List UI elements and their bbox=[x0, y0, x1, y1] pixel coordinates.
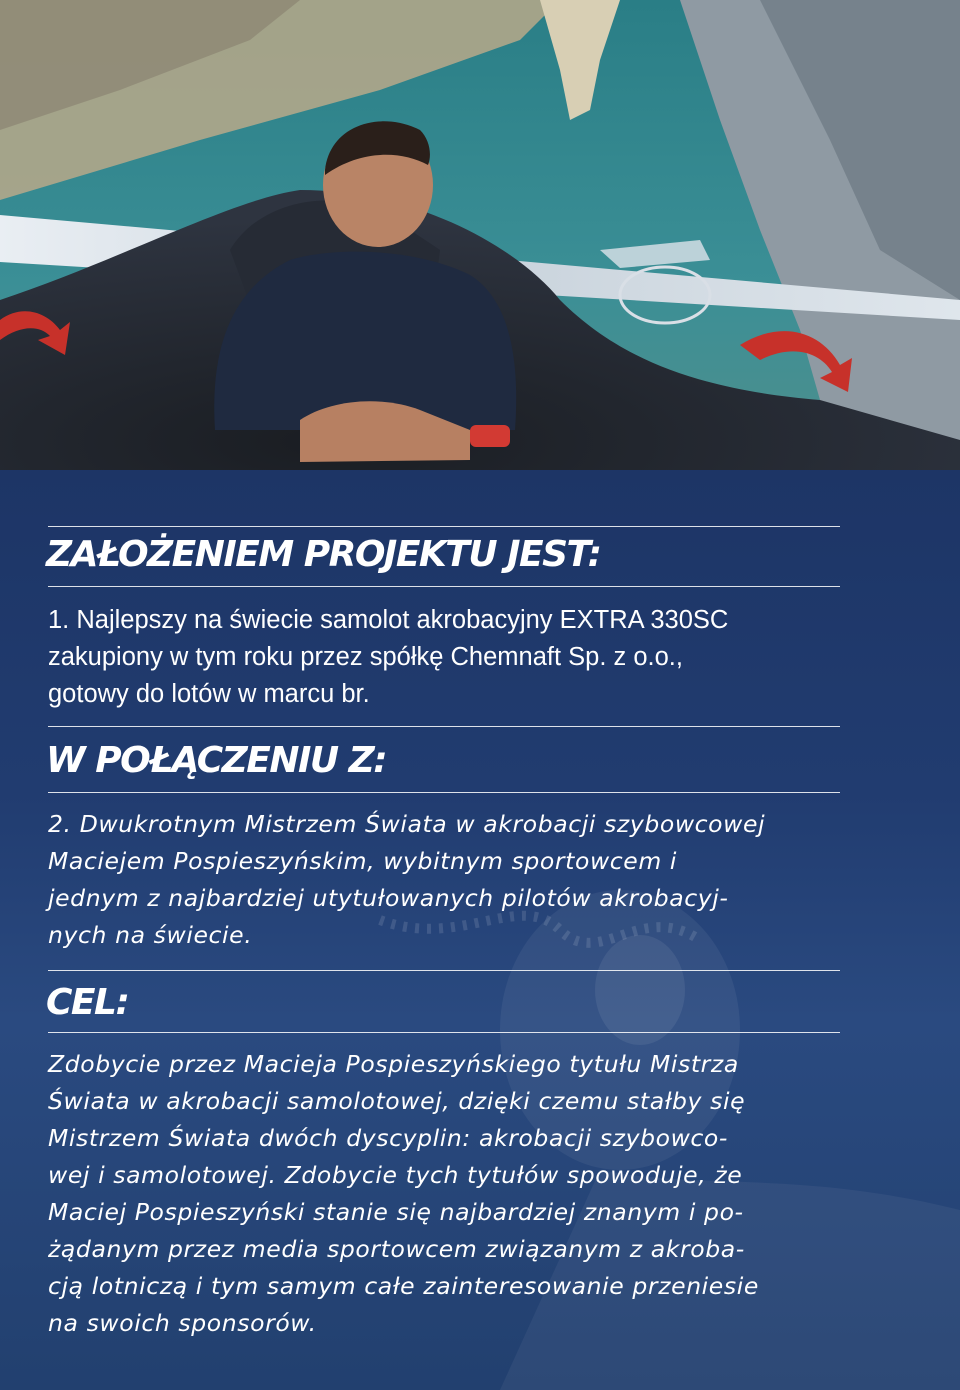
divider-line bbox=[48, 526, 840, 527]
divider-line bbox=[48, 1032, 840, 1033]
content-panel bbox=[0, 470, 960, 1390]
photo-illustration bbox=[0, 0, 960, 470]
heading-project-assumption: ZAŁOŻENIEM PROJEKTU JEST: bbox=[46, 534, 601, 575]
divider-line bbox=[48, 792, 840, 793]
heading-in-connection-with: W POŁĄCZENIU Z: bbox=[46, 740, 387, 781]
divider-line bbox=[48, 586, 840, 587]
paragraph-goal: Zdobycie przez Macieja Pospieszyńskiego tytułu Mistrza Świata w akrobacji samolotowej, dzięki czemu stałby się Mistrzem Świata dwóch dyscyplin: akrobacji szybowco- wej i samolotowej. Zdobycie tych tytułów spowoduje, że Maciej Pospieszyński stanie się najbardziej znanym i po- żądanym przez media sportowcem związanym z akroba- cją lotniczą i tym samym całe zainteresowanie przeniesie na swoich sponsorów. bbox=[48, 1050, 759, 1337]
cockpit-aerial-photo bbox=[0, 0, 960, 470]
divider-line bbox=[48, 970, 840, 971]
divider-line bbox=[48, 726, 840, 727]
text-content bbox=[0, 470, 960, 1390]
paragraph-aircraft: 1. Najlepszy na świecie samolot akrobacyjny EXTRA 330SC zakupiony w tym roku przez spółkę Chemnaft Sp. z o.o., gotowy do lotów w marcu br. bbox=[48, 606, 729, 708]
paragraph-pilot: 2. Dwukrotnym Mistrzem Świata w akrobacji szybowcowej Maciejem Pospieszyńskim, wybitnym sportowcem i jednym z najbardziej utytułowanych pilotów akrobacyj- nych na świecie. bbox=[48, 810, 766, 949]
heading-goal: CEL: bbox=[46, 982, 129, 1023]
